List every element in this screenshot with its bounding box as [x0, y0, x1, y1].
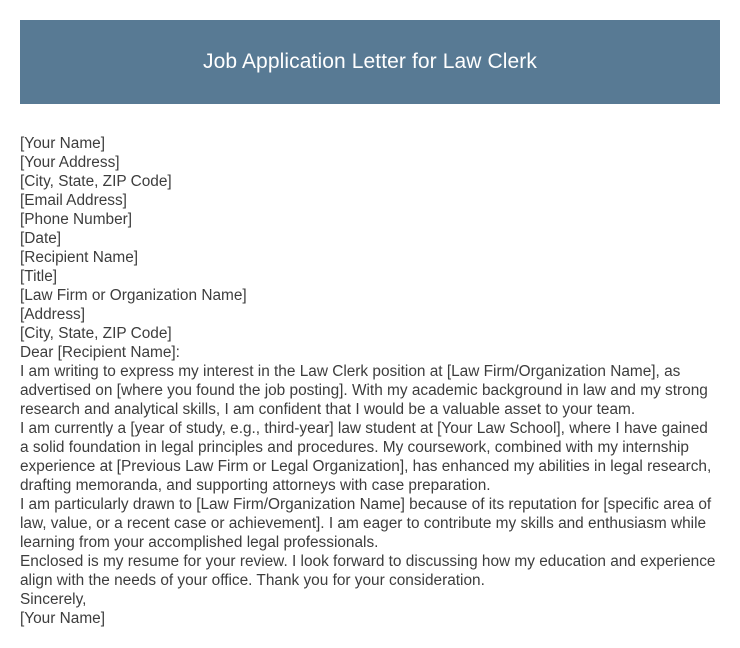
salutation: Dear [Recipient Name]: — [20, 344, 180, 361]
title-banner — [20, 20, 720, 104]
closing: Sincerely, — [20, 591, 87, 608]
sender-phone: [Phone Number] — [20, 211, 133, 228]
page-title: Job Application Letter for Law Clerk — [203, 50, 537, 73]
recipient-title: [Title] — [20, 268, 58, 285]
sender-city-state-zip: [City, State, ZIP Code] — [20, 173, 172, 190]
letter-body — [20, 134, 720, 628]
sender-address: [Your Address] — [20, 154, 120, 171]
sender-name: [Your Name] — [20, 135, 105, 152]
body-paragraph: I am particularly drawn to [Law Firm/Organization Name] because of its reputation for [specific area of law, value, or a recent case or achievement]. I am eager to contribute my skills and enthusiasm while learning from your accomplished legal professionals. — [20, 496, 712, 551]
body-paragraph: I am currently a [year of study, e.g., third-year] law student at [Your Law School], where I have gained a solid foundation in legal principles and procedures. My coursework, combined with my internship experience at [Previous Law Firm or Legal Organization], has enhanced my abilities in legal research, drafting memoranda, and supporting attorneys with case preparation. — [20, 420, 712, 494]
sender-email: [Email Address] — [20, 192, 127, 209]
body-paragraph: Enclosed is my resume for your review. I look forward to discussing how my education and experience align with the needs of your office. Thank you for your consideration. — [20, 553, 716, 589]
recipient-name: [Recipient Name] — [20, 249, 139, 266]
recipient-address: [Address] — [20, 306, 86, 323]
letter-date: [Date] — [20, 230, 62, 247]
recipient-city-state-zip: [City, State, ZIP Code] — [20, 325, 172, 342]
recipient-organization: [Law Firm or Organization Name] — [20, 287, 247, 304]
body-paragraph: I am writing to express my interest in the Law Clerk position at [Law Firm/Organization Name], as advertised on [where you found the job posting]. With my academic background in law and my strong research and analytical skills, I am confident that I would be a valuable asset to your team. — [20, 363, 708, 418]
signature: [Your Name] — [20, 610, 105, 627]
